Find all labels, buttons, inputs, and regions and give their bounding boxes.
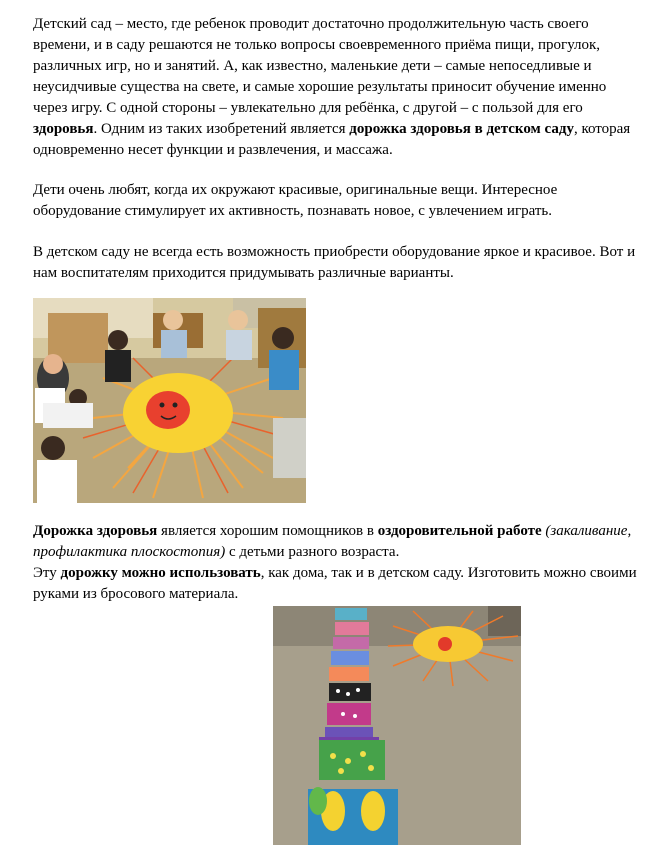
text-run: , которая одновременно несет функции и развлечения, и массажа. [33, 121, 631, 158]
fourth-paragraph [33, 521, 643, 605]
bold-run: оздоровительной работе [377, 523, 542, 539]
bold-run: Дорожка здоровья [33, 523, 158, 539]
text-run: является хорошим помощников в [157, 523, 378, 539]
article [33, 14, 643, 605]
second-paragraph: Дети очень любят, когда их окружают красивые, оригинальные вещи. Интересное оборудование стимулирует их активность, познавать новое, с увлечением играть. [33, 182, 558, 219]
bold-run: дорожка здоровья в детском саду [349, 121, 574, 137]
text-run: , как дома, так и в детском саду. Изготовить можно своими руками из бросового материала. [33, 565, 637, 602]
bold-run: здоровья [33, 121, 94, 137]
bold-run: дорожку можно использовать [60, 565, 261, 581]
italic-run: (закаливание, профилактика плоскостопия) [33, 523, 632, 560]
third-paragraph: В детском саду не всегда есть возможность приобрести оборудование яркое и красивое. Вот и нам воспитателям приходится придумывать различные варианты. [33, 244, 636, 281]
photo-children-sun-mat [33, 298, 306, 503]
text-run: с детьми разного возраста. [225, 544, 400, 560]
photo-health-path [273, 606, 521, 845]
intro-paragraph [33, 14, 643, 161]
text-run: Эту [33, 565, 61, 581]
text-run: . Одним из таких изобретений является [93, 121, 350, 137]
text-run: Детский сад – место, где ребенок проводит достаточно продолжительную часть своего времени, и в саду решаются не только вопросы своевременного приёма пищи, прогулок, различных игр, но и занятий. А, как известно, маленькие дети – самые непоседливые и неусидчивые существа на свете, и самые хорошие результаты приносит обучение именно через игру. С одной стороны – увлекательно для ребёнка, с другой – с пользой для его [33, 16, 607, 116]
